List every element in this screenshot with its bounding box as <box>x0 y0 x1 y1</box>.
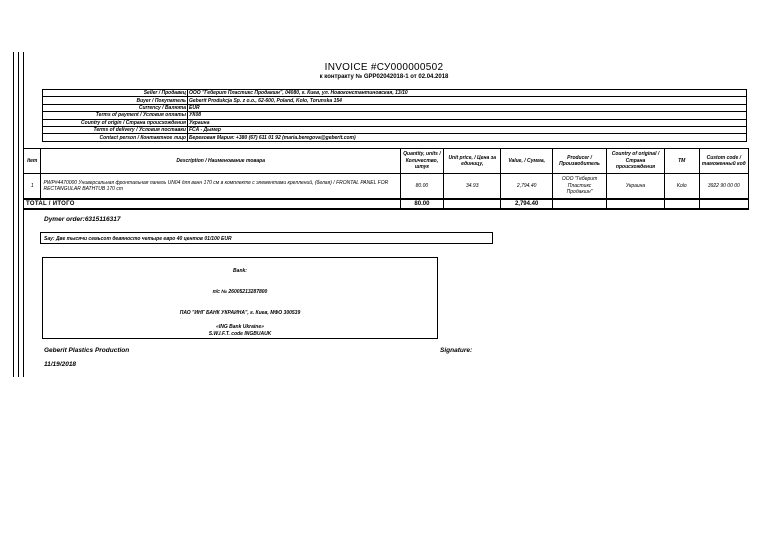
total-row <box>24 199 749 209</box>
cell-quantity: 80.00 <box>400 174 443 200</box>
info-value: FCA - Дымер <box>188 126 747 133</box>
col-header-unit-price: Unit price, / Цена за единицу, <box>443 149 501 174</box>
bank-name-en: «ING Bank Ukraine» <box>216 324 264 330</box>
total-empty-cell <box>607 199 665 209</box>
info-label: Terms of delivery / Условия поставки <box>43 126 188 133</box>
bank-details-box <box>42 257 438 339</box>
total-empty-cell <box>699 199 748 209</box>
company-name: Geberit Plastics Production <box>44 347 130 354</box>
invoice-info-table <box>42 89 747 142</box>
cell-custom-code: 3922 90 00 00 <box>699 174 748 200</box>
total-empty-cell <box>552 199 606 209</box>
table-row <box>24 174 749 200</box>
signature-label: Signature: <box>440 347 473 354</box>
info-value: Geberit Produkcja Sp. z o.o., 62-600, Poland, Kolo, Torunska 154 <box>188 97 747 104</box>
cell-description: PWP#4470000 Универсальная фронтальная панель UN04 для ванн 170 см в комплекте с элементами креплений, (белая) / FRONTAL PANEL FOR RECTANGULAR BATHTUB 170 cm <box>41 174 400 200</box>
goods-table <box>23 148 749 210</box>
col-header-origin: Country of original / Страна происхождения <box>607 149 665 174</box>
col-header-item: Item <box>24 149 41 174</box>
cell-origin: Украина <box>607 174 665 200</box>
total-label: TOTAL / ИТОГО <box>24 199 401 209</box>
col-header-quantity: Quantity, units / Количество, штук <box>400 149 443 174</box>
info-row-delivery <box>43 126 747 133</box>
cell-item: 1 <box>24 174 41 200</box>
info-value: ООО "Геберит Пластикс Продакшн", 04080, г. Киев, ул. Новоконстантиновская, 13/10 <box>188 90 747 97</box>
invoice-date: 11/19/2018 <box>44 361 77 368</box>
info-value: УК08 <box>188 112 747 119</box>
col-header-producer: Producer / Производитель <box>552 149 606 174</box>
margin-line-3 <box>23 52 24 377</box>
amount-in-words: Say: Две тысячи семьсот девяносто четыре евро 40 центов 01/100 EUR <box>40 232 493 244</box>
col-header-value: Value, / Сумма, <box>501 149 552 174</box>
cell-tm: Kolo <box>664 174 699 200</box>
total-quantity: 80.00 <box>400 199 443 209</box>
invoice-title: INVOICE #СУ000000502 <box>324 62 444 73</box>
info-label: Terms of payment / Условия оплаты <box>43 112 188 119</box>
info-label: Currency / Валюта <box>43 104 188 111</box>
info-row-seller <box>43 90 747 97</box>
dymer-order: Dymer order:6315116317 <box>44 216 121 223</box>
info-label: Country of origin / Страна происхождения <box>43 119 188 126</box>
col-header-tm: TM <box>664 149 699 174</box>
margin-line-1 <box>13 52 14 377</box>
bank-name: ПАО "ИНГ БАНК УКРАИНА", г. Киев, МФО 300539 <box>179 310 301 316</box>
contract-subtitle: к контракту № GPP02042018-1 от 02.04.2018 <box>319 74 449 80</box>
info-value: Береговая Мария: +380 (67) 611 01 92 (maria.beregova@geberit.com) <box>188 134 747 141</box>
info-value: EUR <box>188 104 747 111</box>
info-row-buyer <box>43 97 747 104</box>
margin-line-2 <box>18 52 19 377</box>
info-label: Seller / Продавец <box>43 90 188 97</box>
total-empty-cell <box>664 199 699 209</box>
bank-account: п/с № 26005213287800 <box>212 289 268 295</box>
bank-swift: S.W.I.F.T. code INGBUAUK <box>208 331 272 337</box>
total-empty-cell <box>443 199 501 209</box>
info-label: Contact person / Контактное лицо <box>43 134 188 141</box>
cell-unit-price: 34.93 <box>443 174 501 200</box>
bank-label: Bank: <box>233 268 247 274</box>
table-header-row <box>24 149 749 174</box>
info-label: Buyer / Покупатель <box>43 97 188 104</box>
cell-value: 2,794.40 <box>501 174 552 200</box>
info-value: Украина <box>188 119 747 126</box>
info-row-origin <box>43 119 747 126</box>
col-header-custom-code: Custom code / таможенный код <box>699 149 748 174</box>
info-row-contact <box>43 134 747 141</box>
info-row-payment <box>43 112 747 119</box>
info-row-currency <box>43 104 747 111</box>
cell-producer: ООО "Геберит Пластикс Продакшн" <box>552 174 606 200</box>
col-header-description: Description / Наименование товара <box>41 149 400 174</box>
total-value: 2,794.40 <box>501 199 552 209</box>
